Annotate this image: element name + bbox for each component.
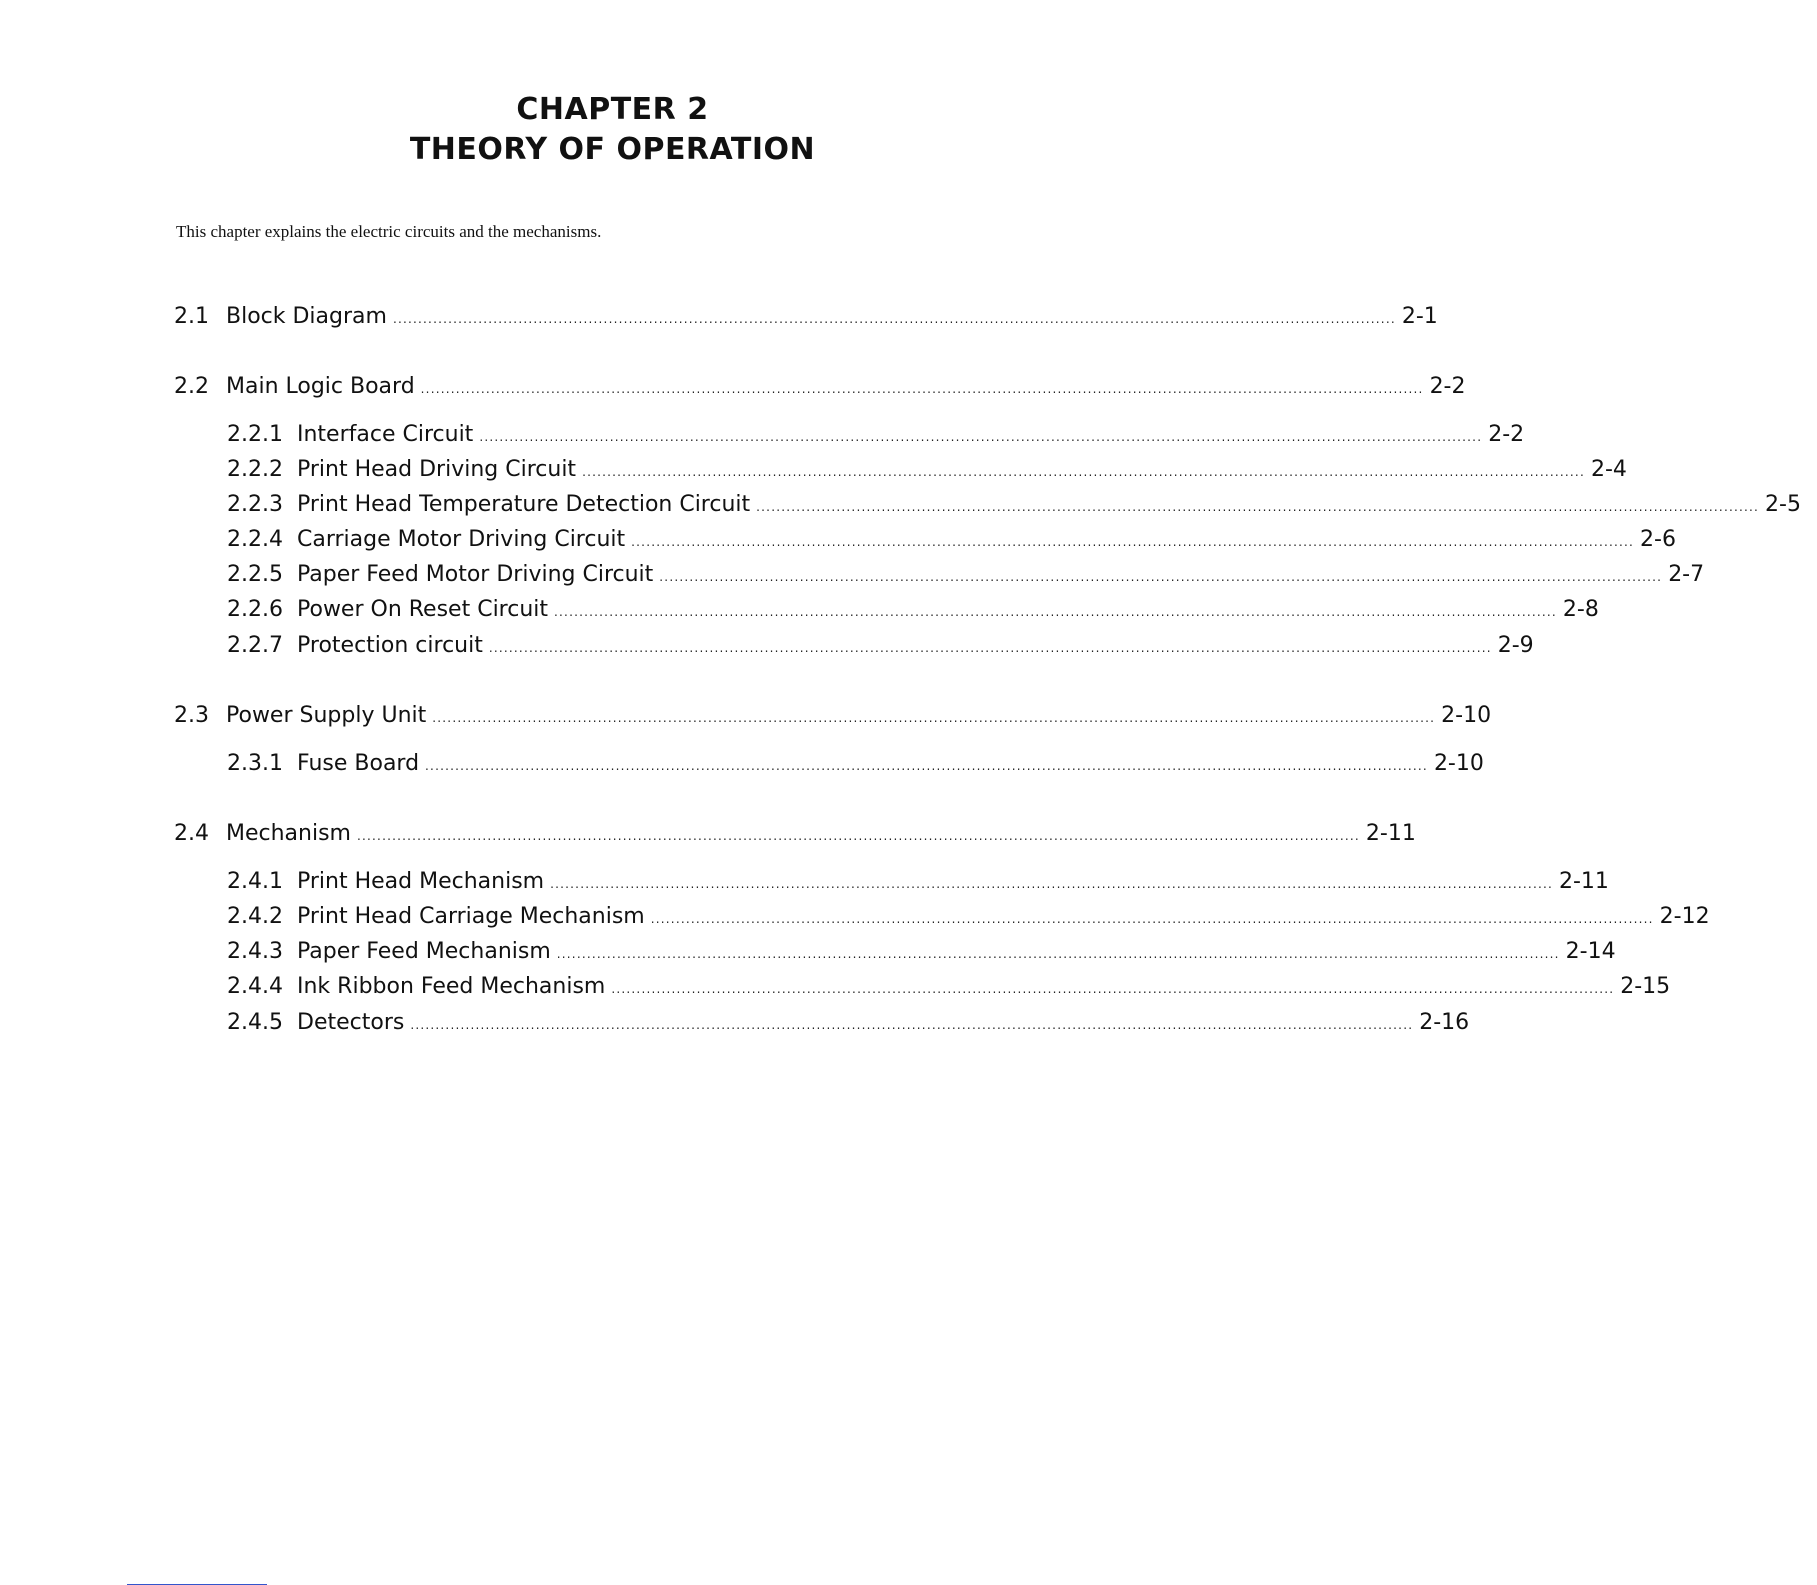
toc-entry-title: Protection circuit xyxy=(297,633,483,658)
toc-entry-page: 2-5 xyxy=(1765,492,1801,517)
toc-entry-page: 2-10 xyxy=(1441,703,1492,728)
toc-entry-page: 2-2 xyxy=(1488,422,1525,447)
toc-entry-2-1[interactable] xyxy=(174,303,1438,331)
toc-entry-2-2-5[interactable] xyxy=(227,561,1705,589)
toc-dot-leader: ........................................................................................................................................................................................................ xyxy=(357,829,1360,843)
toc-entry-2-2-3[interactable] xyxy=(227,491,1801,519)
toc-entry-page: 2-9 xyxy=(1497,633,1534,658)
toc-entry-number: 2.2.2 xyxy=(227,457,283,482)
toc-dot-leader: ........................................................................................................................................................................................................ xyxy=(556,947,1560,961)
toc-entry-title: Interface Circuit xyxy=(297,422,474,447)
toc-dot-leader: ........................................................................................................................................................................................................ xyxy=(611,982,1615,996)
toc-entry-page: 2-14 xyxy=(1565,939,1616,964)
toc-entry-title: Power Supply Unit xyxy=(226,703,427,728)
toc-entry-2-4[interactable] xyxy=(174,820,1416,848)
toc-entry-title: Detectors xyxy=(297,1010,405,1035)
toc-dot-leader: ........................................................................................................................................................................................................ xyxy=(582,465,1585,479)
toc-entry-page: 2-4 xyxy=(1590,457,1627,482)
toc-entry-2-4-2[interactable] xyxy=(227,903,1710,931)
toc-dot-leader: ........................................................................................................................................................................................................ xyxy=(410,1018,1414,1032)
toc-entry-number: 2.2.4 xyxy=(227,527,283,552)
toc-entry-2-3-1[interactable] xyxy=(227,750,1484,778)
chapter-intro: This chapter explains the electric circuits and the mechanisms. xyxy=(176,222,602,241)
toc-dot-leader: ........................................................................................................................................................................................................ xyxy=(420,382,1424,396)
toc-entry-title: Print Head Driving Circuit xyxy=(297,457,577,482)
toc-entry-page: 2-8 xyxy=(1562,597,1599,622)
toc-dot-leader: ........................................................................................................................................................................................................ xyxy=(488,641,1492,655)
toc-entry-page: 2-16 xyxy=(1419,1010,1470,1035)
toc-dot-leader: ........................................................................................................................................................................................................ xyxy=(554,605,1557,619)
toc-entry-title: Fuse Board xyxy=(297,751,420,776)
toc-dot-leader: ........................................................................................................................................................................................................ xyxy=(756,500,1760,514)
toc-entry-2-4-5[interactable] xyxy=(227,1009,1470,1037)
toc-entry-title: Paper Feed Motor Driving Circuit xyxy=(297,562,654,587)
toc-entry-2-4-4[interactable] xyxy=(227,973,1671,1001)
toc-dot-leader: ........................................................................................................................................................................................................ xyxy=(631,535,1635,549)
toc-entry-page: 2-15 xyxy=(1620,974,1671,999)
toc-entry-2-4-3[interactable] xyxy=(227,938,1616,966)
toc-dot-leader: ........................................................................................................................................................................................................ xyxy=(659,570,1663,584)
toc-entry-number: 2.4 xyxy=(174,821,209,846)
toc-entry-number: 2.2.6 xyxy=(227,597,283,622)
toc-entry-page: 2-11 xyxy=(1559,869,1609,894)
toc-entry-2-2-1[interactable] xyxy=(227,421,1525,449)
toc-dot-leader: ........................................................................................................................................................................................................ xyxy=(392,312,1396,326)
toc-entry-title: Paper Feed Mechanism xyxy=(297,939,551,964)
toc-entry-number: 2.4.3 xyxy=(227,939,283,964)
chapter-title: THEORY OF OPERATION xyxy=(409,132,816,167)
toc-dot-leader: ........................................................................................................................................................................................................ xyxy=(650,912,1654,926)
toc-dot-leader: ........................................................................................................................................................................................................ xyxy=(425,759,1428,773)
toc-entry-number: 2.2.7 xyxy=(227,633,283,658)
toc-entry-title: Main Logic Board xyxy=(226,374,415,399)
toc-entry-page: 2-7 xyxy=(1668,562,1705,587)
toc-entry-2-2[interactable] xyxy=(174,373,1466,401)
toc-entry-number: 2.1 xyxy=(174,304,209,329)
toc-entry-number: 2.3 xyxy=(174,703,209,728)
toc-entry-number: 2.2 xyxy=(174,374,209,399)
toc-entry-number: 2.4.1 xyxy=(227,869,283,894)
toc-entry-page: 2-6 xyxy=(1640,527,1676,552)
toc-entry-title: Print Head Mechanism xyxy=(297,869,545,894)
toc-entry-2-2-6[interactable] xyxy=(227,596,1599,624)
toc-entry-2-3[interactable] xyxy=(174,702,1492,730)
toc-entry-title: Mechanism xyxy=(226,821,351,846)
toc-entry-page: 2-1 xyxy=(1401,304,1438,329)
toc-dot-leader: ........................................................................................................................................................................................................ xyxy=(550,877,1553,891)
toc-entry-number: 2.2.1 xyxy=(227,422,283,447)
toc-dot-leader: ........................................................................................................................................................................................................ xyxy=(479,430,1483,444)
toc-entry-2-2-2[interactable] xyxy=(227,456,1627,484)
toc-entry-title: Print Head Temperature Detection Circuit xyxy=(297,492,751,517)
toc-entry-number: 2.2.5 xyxy=(227,562,283,587)
toc-entry-number: 2.4.5 xyxy=(227,1010,283,1035)
toc-entry-title: Ink Ribbon Feed Mechanism xyxy=(297,974,606,999)
toc-entry-number: 2.2.3 xyxy=(227,492,283,517)
toc-entry-title: Power On Reset Circuit xyxy=(297,597,549,622)
toc-entry-2-4-1[interactable] xyxy=(227,868,1609,896)
toc-entry-number: 2.4.2 xyxy=(227,904,283,929)
toc-entry-page: 2-12 xyxy=(1659,904,1710,929)
toc-dot-leader: ........................................................................................................................................................................................................ xyxy=(432,711,1436,725)
toc-entry-title: Carriage Motor Driving Circuit xyxy=(297,527,626,552)
toc-entry-page: 2-10 xyxy=(1433,751,1484,776)
toc-entry-2-2-7[interactable] xyxy=(227,632,1534,660)
toc-entry-2-2-4[interactable] xyxy=(227,526,1676,554)
toc-entry-title: Print Head Carriage Mechanism xyxy=(297,904,645,929)
toc-entry-number: 2.3.1 xyxy=(227,751,283,776)
toc-entry-page: 2-2 xyxy=(1429,374,1466,399)
chapter-number: CHAPTER 2 xyxy=(516,92,709,127)
toc-entry-title: Block Diagram xyxy=(226,304,387,329)
toc-entry-number: 2.4.4 xyxy=(227,974,283,999)
toc-entry-page: 2-11 xyxy=(1365,821,1416,846)
